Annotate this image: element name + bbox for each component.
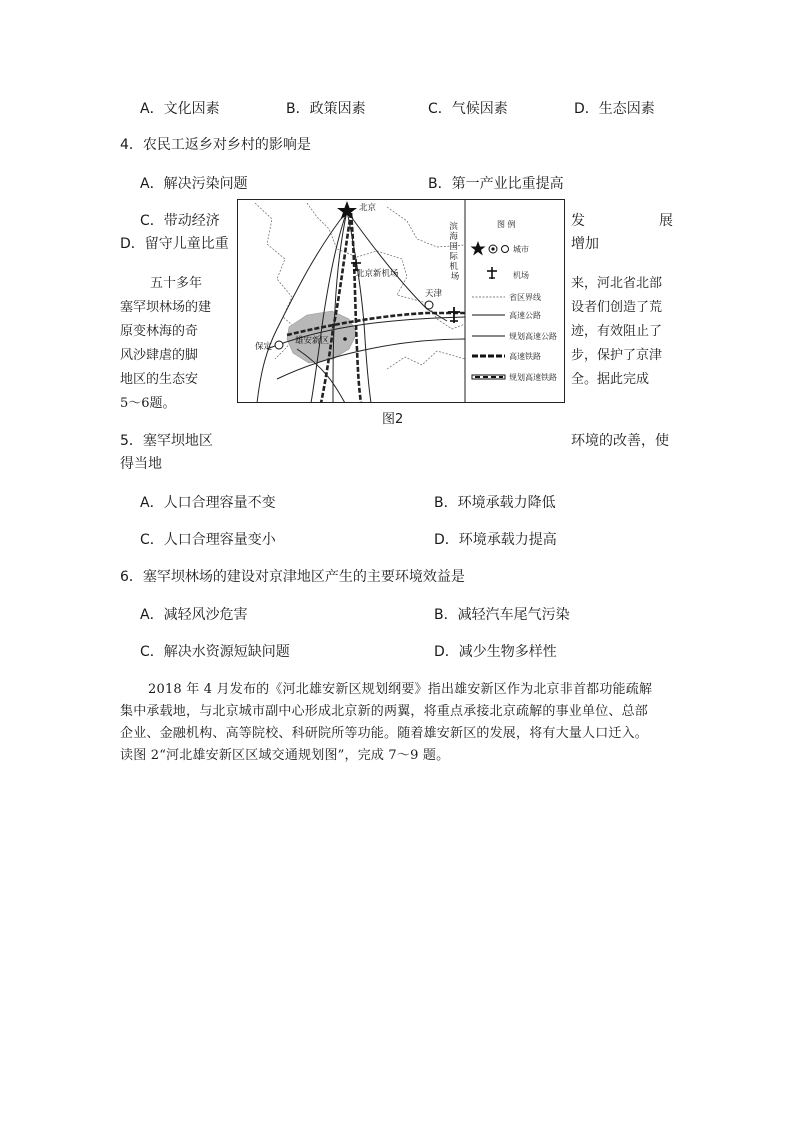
passage2-line-1: 2018 年 4 月发布的《河北雄安新区规划纲要》指出雄安新区作为北京非首都功能疏解 (148, 682, 653, 697)
beijing-label: 北京 (359, 203, 377, 213)
passage1-left-line-4: 风沙肆虐的脚 (120, 348, 199, 363)
q4-option-c-left: C．带动经济 (140, 213, 220, 229)
q4-option-d-left: D．留守儿童比重 (120, 236, 229, 252)
baoding-label: 保定 (255, 342, 273, 352)
q5-stem-cont: 得当地 (120, 456, 162, 472)
passage1-left-line-3: 原变林海的奇 (120, 324, 199, 339)
xiongan-marker (343, 337, 347, 341)
passage2-line-4: 读图 2“河北雄安新区区域交通规划图”，完成 7～9 题。 (120, 748, 450, 763)
tianjin-city-icon (425, 301, 433, 309)
q5-stem-right: 环境的改善，使 (571, 433, 669, 449)
binhai-airport-label-vertical: 滨 海 国 际 机 场 (449, 222, 460, 282)
passage1-right-line-3: 迹，有效阻止了 (571, 324, 663, 339)
passage1-left-line-2: 塞罕坝林场的建 (120, 300, 212, 315)
legend-city: 城市 (513, 245, 529, 254)
legend-boundary: 省区界线 (509, 293, 541, 302)
q5-option-a: A．人口合理容量不变 (140, 495, 276, 511)
passage1-right-line-5: 全。据此完成 (571, 372, 650, 387)
legend-airport: 机场 (513, 271, 529, 280)
q4-option-b: B．第一产业比重提高 (428, 176, 564, 192)
q4-option-c-right-1: 发 (571, 213, 585, 229)
tianjin-label: 天津 (425, 289, 443, 299)
q5-option-b: B．环境承载力降低 (434, 495, 556, 511)
q3-option-a: A．文化因素 (140, 101, 220, 117)
xiongan-label: 雄安新区 (295, 336, 330, 346)
legend-highway: 高速公路 (509, 311, 541, 320)
q4-option-c-right-2: 展 (659, 213, 673, 229)
passage1-left-line-1: 五十多年 (150, 276, 203, 291)
passage1-right-line-1: 来，河北省北部 (571, 276, 663, 291)
q4-option-d-right: 增加 (571, 236, 599, 252)
q3-option-d: D．生态因素 (574, 101, 655, 117)
passage1-left-line-6: 5～6题。 (120, 396, 176, 411)
q3-option-b: B．政策因素 (286, 101, 366, 117)
legend-capital-dot (491, 247, 494, 250)
q5-option-c: C．人口合理容量变小 (140, 532, 276, 548)
legend-planned-highway: 规划高速公路 (509, 332, 557, 341)
q6-option-a: A．减轻风沙危害 (140, 607, 248, 623)
passage2-line-3: 企业、金融机构、高等院校、科研院所等功能。随着雄安新区的发展，将有大量人口迁入。 (120, 726, 649, 741)
q6-option-b: B．减轻汽车尾气污染 (434, 607, 570, 623)
passage1-right-line-4: 步，保护了京津 (571, 348, 663, 363)
legend-planned-hsr: 规划高速铁路 (509, 373, 557, 382)
q6-stem: 6．塞罕坝林场的建设对京津地区产生的主要环境效益是 (120, 569, 465, 585)
legend-title: 图 例 (497, 220, 516, 229)
q5-stem-left: 5．塞罕坝地区 (120, 433, 213, 449)
q5-option-d: D．环境承载力提高 (434, 532, 557, 548)
traffic-planning-map (237, 199, 565, 403)
q6-option-c: C．解决水资源短缺问题 (140, 644, 290, 660)
legend-city-icon (502, 246, 509, 253)
figure-caption: 图2 (382, 412, 404, 427)
q3-option-c: C．气候因素 (428, 101, 508, 117)
beijing-airport-label: 北京新机场 (356, 269, 399, 279)
q4-stem: 4．农民工返乡对乡村的影响是 (120, 137, 311, 153)
passage2-line-2: 集中承载地，与北京城市副中心形成北京新的两翼，将重点承接北京疏解的事业单位、总部 (120, 704, 649, 719)
q4-option-a: A．解决污染问题 (140, 176, 248, 192)
baoding-city-icon (275, 341, 283, 349)
passage1-right-line-2: 设者们创造了荒 (571, 300, 663, 315)
q6-option-d: D．减少生物多样性 (434, 644, 557, 660)
passage1-left-line-5: 地区的生态安 (120, 372, 199, 387)
legend-hsr: 高速铁路 (509, 352, 541, 361)
